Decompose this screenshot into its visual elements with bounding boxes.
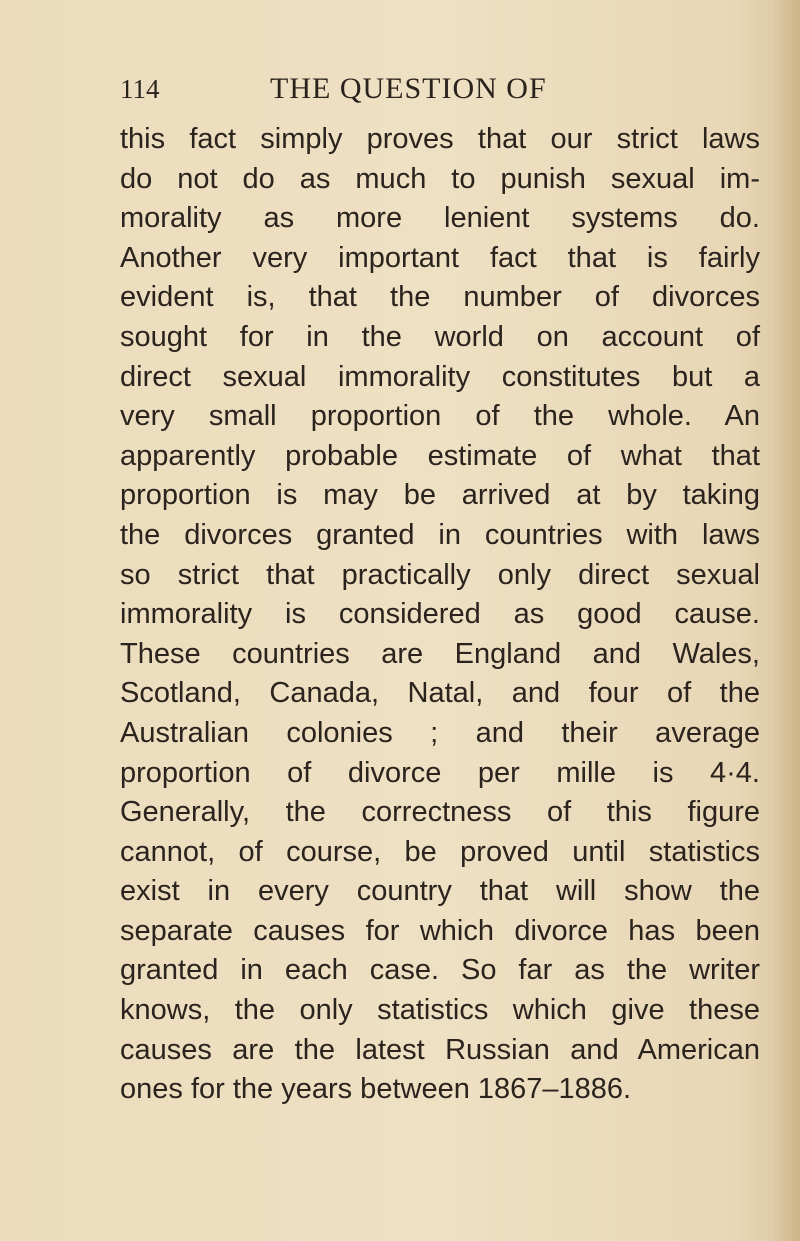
text-line: cannot, of course, be proved until statistics [120, 835, 760, 868]
text-line: very small proportion of the whole. An [120, 400, 760, 433]
text-line: proportion is may be arrived at by taking [120, 479, 760, 512]
text-line: so strict that practically only direct sexual [120, 558, 760, 591]
text-line: Another very important fact that is fairly [120, 241, 760, 274]
page-number: 114 [120, 74, 160, 104]
text-line: knows, the only statistics which give these [120, 994, 760, 1027]
text-line: morality as more lenient systems do. [120, 202, 760, 235]
text-line: apparently probable estimate of what that [120, 439, 760, 472]
text-line: the divorces granted in countries with laws [120, 518, 760, 551]
text-line: Scotland, Canada, Natal, and four of the [120, 677, 760, 710]
page-edge-shadow [772, 0, 800, 1241]
page-header [120, 70, 760, 110]
text-line: this fact simply proves that our strict laws [120, 123, 760, 155]
text-line: causes are the latest Russian and American [120, 1033, 760, 1066]
text-line: ones for the years between 1867–1886. [120, 1073, 632, 1106]
text-line: sought for in the world on account of [120, 320, 760, 353]
text-line: granted in each case. So far as the writer [120, 954, 760, 987]
text-line: Australian colonies ; and their average [120, 716, 760, 749]
text-line: do not do as much to punish sexual im- [120, 162, 760, 195]
text-line: proportion of divorce per mille is 4·4. [120, 756, 760, 789]
text-line: separate causes for which divorce has been [120, 914, 760, 947]
body-paragraph [120, 120, 760, 1110]
running-head: THE QUESTION OF [270, 72, 547, 105]
text-line: Generally, the correctness of this figure [120, 796, 760, 829]
text-line: direct sexual immorality constitutes but a [120, 360, 760, 393]
text-line: These countries are England and Wales, [120, 637, 760, 670]
text-line: exist in every country that will show the [120, 875, 760, 908]
text-line: evident is, that the number of divorces [120, 281, 760, 314]
text-line: immorality is considered as good cause. [120, 598, 760, 631]
